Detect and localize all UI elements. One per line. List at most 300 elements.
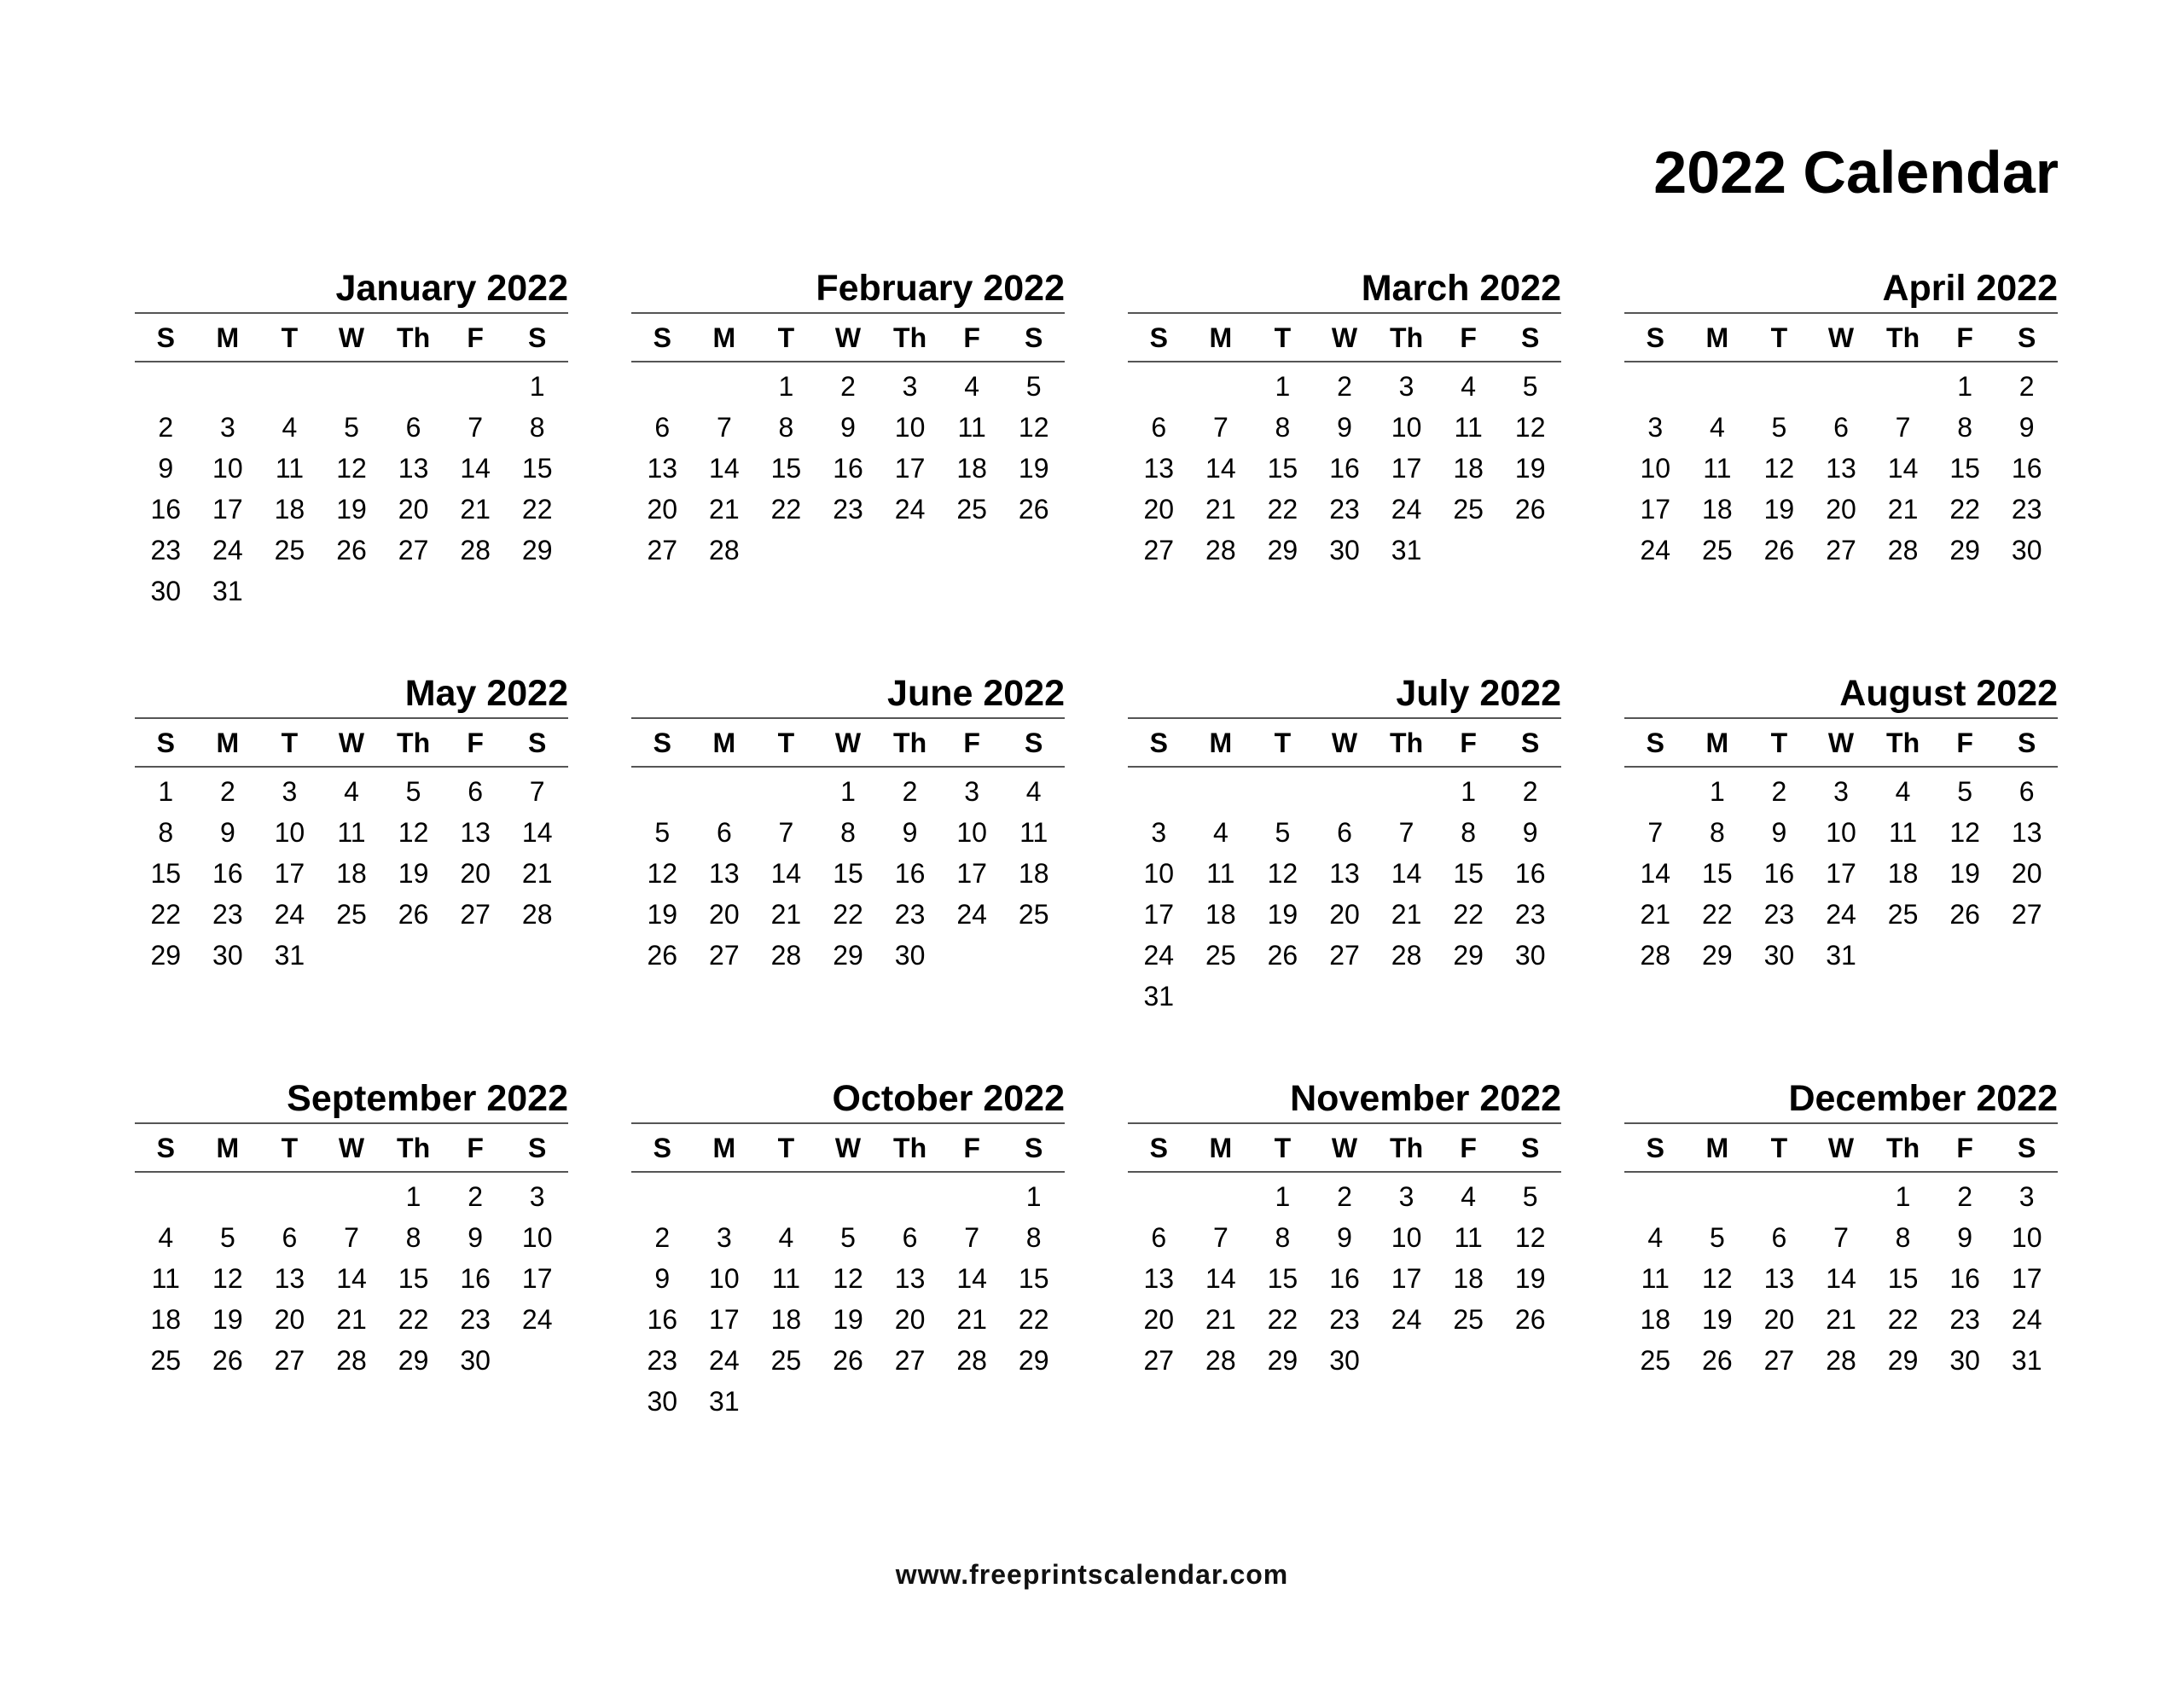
weekday-label: F: [1460, 322, 1477, 353]
day-cell: 14: [1826, 1263, 1856, 1294]
empty-day-cell: [1687, 366, 1749, 412]
day-cell: 3: [1833, 776, 1849, 807]
empty-day-cell: [135, 366, 197, 412]
empty-day-cell: [135, 1176, 197, 1222]
day-cell: 22: [1702, 899, 1733, 930]
day-cell: 4: [1212, 817, 1228, 848]
day-cell: 8: [1275, 1222, 1291, 1253]
day-cell: 2: [1957, 1181, 1973, 1212]
day-cell: 20: [460, 858, 491, 889]
day-cell: 18: [1453, 1263, 1484, 1294]
day-cell: 7: [1398, 817, 1414, 848]
day-cell: 10: [956, 817, 987, 848]
day-cell: 21: [1826, 1304, 1856, 1335]
day-cell: 1: [1957, 371, 1973, 402]
day-cell: 10: [1826, 817, 1856, 848]
day-cell: 3: [964, 776, 980, 807]
weekday-label: Th: [1886, 728, 1920, 758]
day-cell: 13: [1329, 858, 1360, 889]
day-cell: 2: [158, 412, 174, 443]
day-cell: 26: [1949, 899, 1980, 930]
empty-day-cell: [258, 1176, 321, 1222]
day-cell: 27: [647, 535, 678, 565]
day-cell: 14: [1887, 453, 1919, 484]
day-cell: 4: [1025, 776, 1042, 807]
day-cell: 23: [1329, 494, 1360, 525]
day-cell: 21: [770, 899, 802, 930]
day-cell: 20: [647, 494, 678, 525]
month-title: November 2022: [1128, 1073, 1561, 1124]
day-cell: 11: [1019, 817, 1048, 848]
weekday-label: M: [712, 1133, 736, 1163]
day-cell: 27: [2011, 899, 2042, 930]
day-cell: 12: [1018, 412, 1049, 443]
weekday-label: S: [528, 728, 547, 758]
day-cell: 5: [1522, 371, 1538, 402]
weekday-label: S: [653, 1133, 671, 1163]
day-cell: 8: [158, 817, 174, 848]
day-cell: 13: [1143, 453, 1175, 484]
weekday-label: Th: [893, 1133, 927, 1163]
day-cell: 10: [1391, 1222, 1422, 1253]
day-cell: 26: [1267, 940, 1298, 971]
empty-day-cell: [1624, 771, 1687, 817]
day-cell: 28: [521, 899, 553, 930]
month-calendar: [1128, 668, 1561, 1073]
weekday-label: T: [1770, 728, 1788, 758]
day-cell: 17: [1391, 453, 1422, 484]
days-grid: [135, 1173, 568, 1381]
day-cell: 31: [2011, 1345, 2042, 1376]
empty-day-cell: [1252, 771, 1314, 817]
day-cell: 22: [1453, 899, 1484, 930]
day-cell: 8: [1461, 817, 1477, 848]
day-cell: 11: [1206, 858, 1235, 889]
day-cell: 26: [1514, 494, 1546, 525]
day-cell: 13: [274, 1263, 305, 1294]
month-calendar: [1128, 1073, 1561, 1478]
days-grid: [1128, 768, 1561, 1017]
day-cell: 7: [1647, 817, 1664, 848]
day-cell: 17: [1143, 899, 1175, 930]
day-cell: 20: [2011, 858, 2042, 889]
day-cell: 29: [1267, 1345, 1298, 1376]
day-cell: 5: [1275, 817, 1291, 848]
day-cell: 13: [647, 453, 678, 484]
day-cell: 14: [709, 453, 740, 484]
weekday-label: S: [1521, 322, 1540, 353]
day-cell: 4: [1461, 371, 1477, 402]
weekday-label: M: [1705, 728, 1729, 758]
day-cell: 13: [1826, 453, 1856, 484]
month-calendar: [135, 263, 568, 668]
day-cell: 15: [1018, 1263, 1049, 1294]
day-cell: 16: [894, 858, 926, 889]
day-cell: 21: [1391, 899, 1422, 930]
day-cell: 30: [460, 1345, 491, 1376]
day-cell: 2: [1771, 776, 1787, 807]
day-cell: 29: [1018, 1345, 1049, 1376]
weekday-label: W: [338, 322, 365, 353]
day-cell: 21: [956, 1304, 987, 1335]
day-cell: 19: [1949, 858, 1980, 889]
weekday-label: M: [1705, 1133, 1729, 1163]
weekday-label: Th: [893, 728, 927, 758]
day-cell: 28: [709, 535, 740, 565]
day-cell: 10: [1143, 858, 1175, 889]
day-cell: 11: [1703, 453, 1732, 484]
day-cell: 17: [956, 858, 987, 889]
day-cell: 27: [1143, 535, 1175, 565]
day-cell: 25: [1018, 899, 1049, 930]
weekday-label: S: [1149, 322, 1168, 353]
weekday-label: Th: [1886, 322, 1920, 353]
empty-day-cell: [941, 1176, 1003, 1222]
weekday-label: T: [1770, 1133, 1788, 1163]
weekday-label: M: [1209, 728, 1233, 758]
day-cell: 15: [1267, 453, 1298, 484]
day-cell: 18: [1640, 1304, 1671, 1335]
day-cell: 10: [274, 817, 305, 848]
day-cell: 10: [1640, 453, 1671, 484]
empty-day-cell: [1128, 771, 1190, 817]
day-cell: 2: [1522, 776, 1538, 807]
month-title: December 2022: [1624, 1073, 2058, 1124]
day-cell: 17: [1391, 1263, 1422, 1294]
weekday-label: W: [1827, 1133, 1855, 1163]
day-cell: 7: [964, 1222, 980, 1253]
day-cell: 24: [1826, 899, 1856, 930]
weekday-header-row: [1624, 314, 2058, 362]
day-cell: 27: [1143, 1345, 1175, 1376]
day-cell: 12: [1514, 412, 1546, 443]
weekday-label: S: [1646, 1133, 1664, 1163]
day-cell: 17: [1640, 494, 1671, 525]
day-cell: 27: [1763, 1345, 1795, 1376]
day-cell: 28: [1640, 940, 1671, 971]
day-cell: 19: [336, 494, 367, 525]
day-cell: 29: [1949, 535, 1980, 565]
day-cell: 2: [1337, 1181, 1352, 1212]
day-cell: 9: [840, 412, 856, 443]
day-cell: 2: [468, 1181, 484, 1212]
month-calendar: [1128, 263, 1561, 668]
day-cell: 18: [1453, 453, 1484, 484]
day-cell: 10: [894, 412, 926, 443]
day-cell: 26: [1763, 535, 1795, 565]
day-cell: 23: [1763, 899, 1795, 930]
weekday-label: T: [281, 1133, 299, 1163]
day-cell: 6: [1771, 1222, 1787, 1253]
day-cell: 27: [894, 1345, 926, 1376]
day-cell: 15: [521, 453, 553, 484]
day-cell: 3: [1151, 817, 1167, 848]
day-cell: 27: [1329, 940, 1360, 971]
day-cell: 3: [282, 776, 298, 807]
day-cell: 16: [1329, 453, 1360, 484]
day-cell: 7: [1833, 1222, 1849, 1253]
day-cell: 25: [770, 1345, 802, 1376]
month-calendar: [1624, 1073, 2058, 1478]
day-cell: 15: [1267, 1263, 1298, 1294]
weekday-label: S: [653, 322, 671, 353]
day-cell: 25: [1702, 535, 1733, 565]
month-title: March 2022: [1128, 263, 1561, 314]
days-grid: [1128, 1173, 1561, 1381]
month-calendar: [1624, 668, 2058, 1073]
month-calendar: [631, 1073, 1065, 1478]
weekday-header-row: [1128, 1124, 1561, 1173]
day-cell: 9: [1522, 817, 1538, 848]
day-cell: 23: [647, 1345, 678, 1376]
day-cell: 4: [1461, 1181, 1477, 1212]
day-cell: 8: [529, 412, 545, 443]
day-cell: 9: [654, 1263, 671, 1294]
day-cell: 25: [336, 899, 367, 930]
weekday-header-row: [135, 719, 568, 768]
day-cell: 21: [1887, 494, 1919, 525]
day-cell: 19: [1763, 494, 1795, 525]
day-cell: 12: [1514, 1222, 1546, 1253]
weekday-label: F: [1460, 728, 1477, 758]
day-cell: 12: [833, 1263, 863, 1294]
day-cell: 13: [1763, 1263, 1795, 1294]
weekday-label: S: [653, 728, 671, 758]
day-cell: 14: [1205, 453, 1236, 484]
day-cell: 12: [647, 858, 678, 889]
day-cell: 6: [654, 412, 671, 443]
day-cell: 23: [212, 899, 243, 930]
day-cell: 7: [468, 412, 484, 443]
day-cell: 15: [150, 858, 182, 889]
empty-day-cell: [1748, 366, 1810, 412]
day-cell: 16: [150, 494, 182, 525]
day-cell: 6: [282, 1222, 298, 1253]
days-grid: [1624, 362, 2058, 571]
day-cell: 25: [1453, 1304, 1484, 1335]
day-cell: 6: [405, 412, 421, 443]
day-cell: 12: [1267, 858, 1298, 889]
day-cell: 29: [1702, 940, 1733, 971]
day-cell: 15: [1887, 1263, 1919, 1294]
month-title: September 2022: [135, 1073, 568, 1124]
day-cell: 9: [1337, 412, 1352, 443]
day-cell: 17: [2011, 1263, 2042, 1294]
day-cell: 5: [840, 1222, 856, 1253]
weekday-label: S: [2018, 728, 2036, 758]
weekday-label: F: [1956, 322, 1973, 353]
day-cell: 18: [274, 494, 305, 525]
day-cell: 8: [1957, 412, 1973, 443]
day-cell: 20: [709, 899, 740, 930]
weekday-label: F: [467, 322, 484, 353]
day-cell: 28: [1205, 1345, 1236, 1376]
day-cell: 12: [336, 453, 367, 484]
day-cell: 23: [1514, 899, 1546, 930]
month-title: July 2022: [1128, 668, 1561, 719]
day-cell: 20: [1143, 1304, 1175, 1335]
day-cell: 25: [150, 1345, 182, 1376]
weekday-label: S: [528, 1133, 547, 1163]
day-cell: 31: [274, 940, 305, 971]
weekday-label: S: [156, 728, 175, 758]
day-cell: 26: [1702, 1345, 1733, 1376]
weekday-header-row: [631, 1124, 1065, 1173]
day-cell: 20: [1763, 1304, 1795, 1335]
day-cell: 15: [1453, 858, 1484, 889]
day-cell: 16: [212, 858, 243, 889]
day-cell: 24: [521, 1304, 553, 1335]
day-cell: 23: [460, 1304, 491, 1335]
day-cell: 8: [778, 412, 794, 443]
weekday-label: Th: [893, 322, 927, 353]
day-cell: 19: [647, 899, 678, 930]
day-cell: 27: [460, 899, 491, 930]
weekday-label: T: [777, 1133, 795, 1163]
weekday-label: F: [467, 728, 484, 758]
day-cell: 10: [1391, 412, 1422, 443]
weekday-label: T: [281, 728, 299, 758]
day-cell: 31: [1391, 535, 1422, 565]
day-cell: 13: [460, 817, 491, 848]
day-cell: 30: [1763, 940, 1795, 971]
weekday-label: S: [2018, 322, 2036, 353]
weekday-label: M: [1705, 322, 1729, 353]
day-cell: 20: [1826, 494, 1856, 525]
day-cell: 26: [398, 899, 429, 930]
day-cell: 8: [405, 1222, 421, 1253]
empty-day-cell: [1128, 366, 1190, 412]
day-cell: 4: [778, 1222, 794, 1253]
day-cell: 4: [964, 371, 980, 402]
day-cell: 9: [1771, 817, 1787, 848]
day-cell: 11: [275, 453, 305, 484]
day-cell: 15: [1949, 453, 1980, 484]
day-cell: 6: [1833, 412, 1849, 443]
day-cell: 19: [1018, 453, 1049, 484]
weekday-label: T: [777, 728, 795, 758]
weekday-label: W: [834, 322, 862, 353]
day-cell: 22: [1267, 1304, 1298, 1335]
day-cell: 7: [1895, 412, 1911, 443]
empty-day-cell: [879, 1176, 941, 1222]
weekday-header-row: [1128, 314, 1561, 362]
month-title: April 2022: [1624, 263, 2058, 314]
day-cell: 23: [894, 899, 926, 930]
day-cell: 24: [1391, 494, 1422, 525]
day-cell: 14: [770, 858, 802, 889]
day-cell: 8: [1709, 817, 1725, 848]
weekday-label: W: [338, 728, 365, 758]
day-cell: 15: [1702, 858, 1733, 889]
day-cell: 24: [212, 535, 243, 565]
day-cell: 22: [1949, 494, 1980, 525]
month-title: June 2022: [631, 668, 1065, 719]
day-cell: 19: [1702, 1304, 1733, 1335]
day-cell: 4: [282, 412, 298, 443]
day-cell: 8: [1025, 1222, 1042, 1253]
day-cell: 20: [1143, 494, 1175, 525]
day-cell: 28: [336, 1345, 367, 1376]
weekday-label: T: [1274, 1133, 1292, 1163]
weekday-label: F: [963, 322, 980, 353]
day-cell: 24: [956, 899, 987, 930]
day-cell: 26: [1018, 494, 1049, 525]
empty-day-cell: [1810, 366, 1873, 412]
weekday-label: F: [467, 1133, 484, 1163]
day-cell: 31: [1143, 981, 1175, 1012]
day-cell: 27: [398, 535, 429, 565]
day-cell: 30: [1949, 1345, 1980, 1376]
day-cell: 24: [1391, 1304, 1422, 1335]
weekday-label: Th: [397, 728, 431, 758]
days-grid: [135, 768, 568, 976]
day-cell: 16: [2011, 453, 2042, 484]
day-cell: 8: [840, 817, 856, 848]
day-cell: 11: [1888, 817, 1918, 848]
day-cell: 13: [1143, 1263, 1175, 1294]
day-cell: 19: [212, 1304, 243, 1335]
day-cell: 5: [1025, 371, 1042, 402]
footer-url[interactable]: www.freeprintscalendar.com: [895, 1559, 1289, 1590]
day-cell: 6: [1151, 1222, 1167, 1253]
day-cell: 29: [398, 1345, 429, 1376]
day-cell: 21: [709, 494, 740, 525]
day-cell: 13: [709, 858, 740, 889]
empty-day-cell: [1190, 771, 1252, 817]
day-cell: 5: [1957, 776, 1973, 807]
day-cell: 10: [521, 1222, 553, 1253]
day-cell: 9: [2018, 412, 2035, 443]
day-cell: 25: [1887, 899, 1919, 930]
day-cell: 30: [1329, 1345, 1360, 1376]
day-cell: 7: [716, 412, 732, 443]
day-cell: 6: [2018, 776, 2035, 807]
day-cell: 7: [529, 776, 545, 807]
weekday-label: F: [1956, 728, 1973, 758]
day-cell: 17: [894, 453, 926, 484]
day-cell: 26: [336, 535, 367, 565]
weekday-label: S: [1025, 322, 1043, 353]
weekday-label: S: [1646, 322, 1664, 353]
day-cell: 15: [398, 1263, 429, 1294]
day-cell: 12: [212, 1263, 243, 1294]
day-cell: 4: [1709, 412, 1725, 443]
day-cell: 3: [2018, 1181, 2035, 1212]
day-cell: 19: [833, 1304, 863, 1335]
weekday-label: W: [1827, 322, 1855, 353]
day-cell: 13: [894, 1263, 926, 1294]
day-cell: 31: [212, 576, 243, 606]
day-cell: 30: [1329, 535, 1360, 565]
day-cell: 29: [1267, 535, 1298, 565]
day-cell: 2: [654, 1222, 671, 1253]
day-cell: 14: [1205, 1263, 1236, 1294]
weekday-label: T: [1274, 728, 1292, 758]
month-title: January 2022: [135, 263, 568, 314]
day-cell: 1: [1025, 1181, 1042, 1212]
day-cell: 20: [274, 1304, 305, 1335]
empty-day-cell: [631, 366, 694, 412]
weekday-label: M: [712, 728, 736, 758]
day-cell: 22: [150, 899, 182, 930]
weekday-label: T: [777, 322, 795, 353]
day-cell: 22: [833, 899, 863, 930]
day-cell: 1: [529, 371, 545, 402]
day-cell: 29: [521, 535, 553, 565]
day-cell: 9: [902, 817, 918, 848]
day-cell: 20: [894, 1304, 926, 1335]
